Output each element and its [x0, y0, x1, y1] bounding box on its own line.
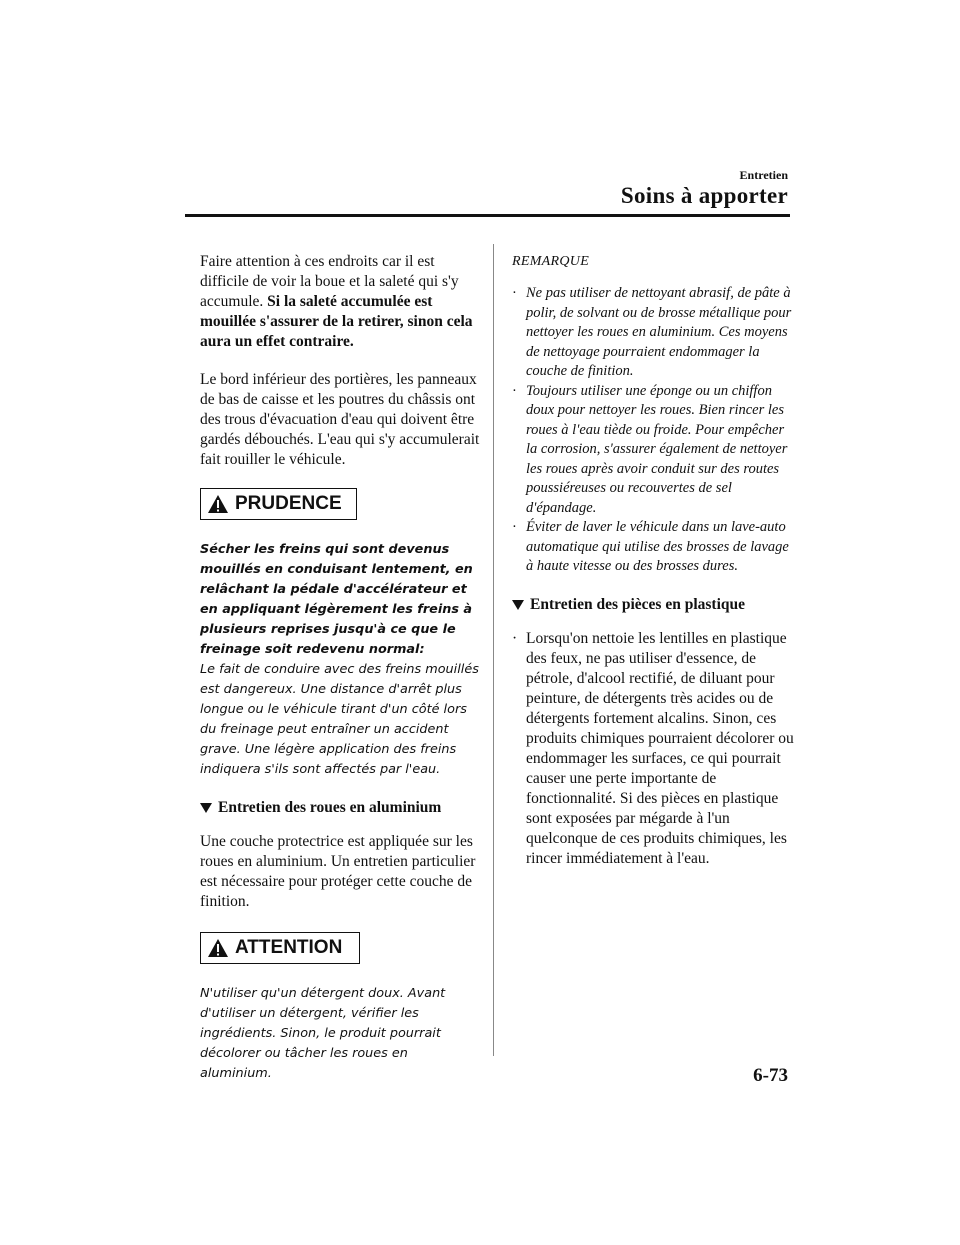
heading-aluminium-wheels [200, 798, 482, 818]
note-item-text: Toujours utiliser une éponge ou un chiffon doux pour nettoyer les roues. Bien rincer les roues à l'eau tiède ou froide. Pour empêcher la corrosion, s'assurer également de nettoyer les roues après avoir conduit sur des routes poussiéreuses ou recouvertes de sel d'épandage. [526, 382, 788, 516]
triangle-down-icon [200, 802, 212, 814]
prudence-body: Le fait de conduire avec des freins mouillés est dangereux. Une distance d'arrêt plus longue ou le véhicule tirant d'un côté lors du freinage peut entraîner un accident grave. Une légère application des freins indiquera s'ils sont affectés par l'eau. [200, 662, 479, 777]
note-title: REMARQUE [512, 254, 590, 269]
bullet-dot: · [512, 519, 517, 535]
column-divider [493, 244, 494, 1056]
right-column [512, 252, 794, 869]
prudence-banner [200, 488, 357, 520]
heading-plastic-parts [512, 595, 794, 615]
note-list [512, 284, 794, 577]
header-section: Entretien [739, 168, 788, 182]
bullet-dot: · [512, 629, 518, 647]
heading-plastic-label: Entretien des pièces en plastique [530, 595, 745, 613]
triangle-down-icon [512, 599, 524, 611]
note-item [512, 382, 794, 519]
paragraph-dirt-text: Faire attention à ces endroits car il est difficile de voir la boue et la saleté qui s'y accumule. [200, 253, 459, 310]
page-title: Soins à apporter [620, 183, 788, 208]
paragraph-dirt-bold: Si la saleté accumulée est mouillée s'assurer de la retirer, sinon cela aura un effet contraire. [200, 293, 473, 350]
header-rule [185, 214, 790, 217]
heading-aluminium-label: Entretien des roues en aluminium [218, 799, 442, 816]
list-item [512, 629, 794, 869]
bullet-dot: · [512, 285, 517, 301]
attention-label: ATTENTION [235, 937, 343, 958]
note-item [512, 518, 794, 577]
paragraph-drain-holes: Le bord inférieur des portières, les panneaux de bas de caisse et les poutres du châssis ont des trous d'évacuation d'eau qui doivent être gardés débouchés. L'eau qui s'y accumulerait fait rouiller le véhicule. [200, 371, 480, 468]
attention-body: N'utiliser qu'un détergent doux. Avant d'utiliser un détergent, vérifier les ingrédients. Sinon, le produit pourrait décolorer ou tâcher les roues en aluminium. [200, 986, 446, 1081]
prudence-label: PRUDENCE [235, 493, 342, 514]
list-item-text: Lorsqu'on nettoie les lentilles en plastique des feux, ne pas utiliser d'essence, de pétrole, d'alcool rectifié, de diluant pour peinture, de détergents très acides ou de détergents fortement alcalins. Sinon, ces produits chimiques pourraient décolorer ou endommager les surfaces, ce qui pourrait causer une perte importante de fonctionnalité. Si des pièces en plastique sont exposées par mégarde à l'un quelconque de ces produits chimiques, les rincer immédiatement à l'eau. [526, 629, 794, 867]
prudence-content [200, 540, 482, 780]
warning-icon [207, 938, 229, 958]
paragraph-protective-coat: Une couche protectrice est appliquée sur les roues en aluminium. Un entretien particulier est nécessaire pour protéger cette couche de finition. [200, 833, 476, 910]
warning-icon [207, 494, 229, 514]
note-item [512, 284, 794, 382]
paragraph-dirt [200, 252, 482, 352]
left-column [200, 252, 482, 1102]
attention-banner [200, 932, 360, 964]
prudence-heading: Sécher les freins qui sont devenus mouillés en conduisant lentement, en relâchant la pédale d'accélérateur et en appliquant légèrement les freins à plusieurs reprises jusqu'à ce que le freinage soit redevenu normal: [200, 542, 473, 657]
plastic-bullet-list [512, 629, 794, 869]
page-number: 6-73 [753, 1065, 788, 1086]
note-item-text: Éviter de laver le véhicule dans un lave-auto automatique qui utilise des brosses de lavage à haute vitesse ou des brosses dures. [526, 519, 789, 574]
bullet-dot: · [512, 382, 517, 399]
note-item-text: Ne pas utiliser de nettoyant abrasif, de pâte à polir, de solvant ou de brosse métallique pour nettoyer les roues en aluminium. Ces moyens de nettoyage pourraient endommager la couche de finition. [526, 285, 792, 379]
